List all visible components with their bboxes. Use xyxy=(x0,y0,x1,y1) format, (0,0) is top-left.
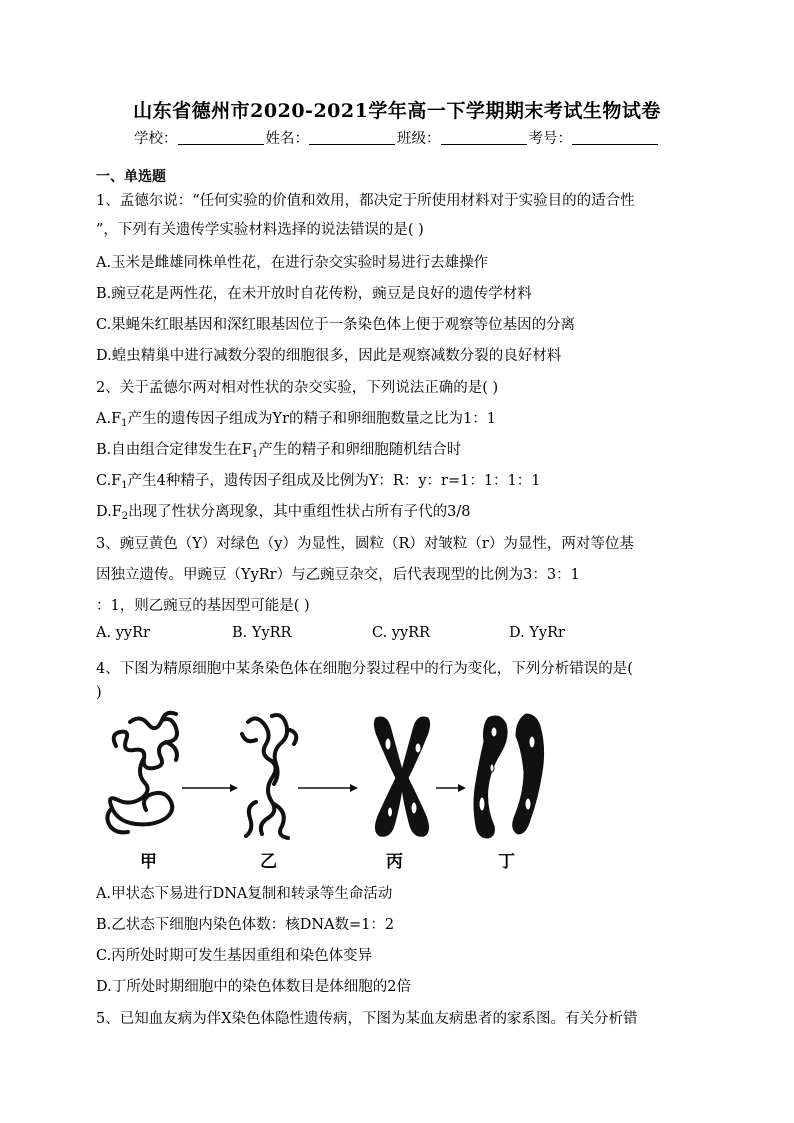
school-label: 学校： xyxy=(134,131,178,147)
q1-stem-line2: ”，下列有关遗传学实验材料选择的说法错误的是( ) xyxy=(96,222,424,238)
chromosome-figure xyxy=(96,708,551,872)
q3-option-c: C. yyRR xyxy=(372,625,431,641)
name-label: 姓名： xyxy=(265,131,309,147)
class-label: 班级： xyxy=(397,131,441,147)
chromosome-ding xyxy=(474,714,544,838)
exam-title: 山东省德州市2020-2021学年高一下学期期末考试生物试卷 xyxy=(133,100,661,122)
q1-option-b: B.豌豆花是两性花，在未开放时自花传粉，豌豆是良好的遗传学材料 xyxy=(96,286,532,302)
section-title: 一、单选题 xyxy=(96,169,166,185)
q1-stem-line1: 1、孟德尔说：“任何实验的价值和效用，都决定于所使用材料对于实验目的的适合性 xyxy=(96,193,635,209)
q3-stem-line1: 3、豌豆黄色（Y）对绿色（y）为显性，圆粒（R）对皱粒（r）为显性，两对等位基 xyxy=(96,536,634,552)
q3-option-a: A. yyRr xyxy=(96,625,150,641)
q4-option-c: C.丙所处时期可发生基因重组和染色体变异 xyxy=(96,948,373,964)
number-label: 考号： xyxy=(528,131,572,147)
q4-option-b: B.乙状态下细胞内染色体数：核DNA数=1：2 xyxy=(96,917,395,933)
q4-option-a: A.甲状态下易进行DNA复制和转录等生命活动 xyxy=(96,886,393,902)
q1-option-d: D.蝗虫精巢中进行减数分裂的细胞很多，因此是观察减数分裂的良好材料 xyxy=(96,348,562,364)
chromatin-jia xyxy=(107,713,177,833)
chromosome-diagram xyxy=(96,708,551,848)
q4-stem-line2: ) xyxy=(96,685,102,701)
q2-stem: 2、关于孟德尔两对相对性状的杂交实验，下列说法正确的是( ) xyxy=(96,380,499,396)
q2-option-b: B.自由组合定律发生在$F_1$产生的精子和卵细胞随机结合时 xyxy=(96,442,462,460)
q3-stem-line3: ：1，则乙豌豆的基因型可能是( ) xyxy=(96,598,310,614)
q3-option-d: D. YyRr xyxy=(509,625,565,641)
q1-option-a: A.玉米是雌雄同株单性花，在进行杂交实验时易进行去雄操作 xyxy=(96,255,489,271)
q5-stem-line1: 5、已知血友病为伴X染色体隐性遗传病，下图为某血友病患者的家系图。有关分析错 xyxy=(96,1011,638,1027)
q2-option-c: $C.F_1$产生4种精子，遗传因子组成及比例为Y：R：y：r=1：1：1：1 xyxy=(96,473,541,491)
q4-stem-line1: 4、下图为精原细胞中某条染色体在细胞分裂过程中的行为变化，下列分析错误的是( xyxy=(96,661,633,677)
q2-option-d: $D.F_2$出现了性状分离现象，其中重组性状占所有子代的3/8 xyxy=(96,504,471,522)
chromosome-bing xyxy=(374,717,429,836)
label-ding: 丁 xyxy=(498,852,515,872)
school-field[interactable] xyxy=(178,130,264,145)
q3-stem-line2: 因独立遗传。甲豌豆（YyRr）与乙豌豆杂交，后代表现型的比例为3：3：1 xyxy=(96,567,580,583)
q2-option-a: $A.F_1$产生的遗传因子组成为Yr的精子和卵细胞数量之比为1：1 xyxy=(96,411,496,429)
student-info-row xyxy=(0,127,794,148)
label-bing: 丙 xyxy=(386,852,403,872)
chromatin-yi xyxy=(242,715,296,838)
q3-option-b: B. YyRR xyxy=(232,625,292,641)
number-field[interactable] xyxy=(572,130,658,145)
q1-option-c: C.果蝇朱红眼基因和深红眼基因位于一条染色体上便于观察等位基因的分离 xyxy=(96,317,576,333)
class-field[interactable] xyxy=(441,130,527,145)
name-field[interactable] xyxy=(309,130,395,145)
label-yi: 乙 xyxy=(260,852,277,872)
q4-option-d: D.丁所处时期细胞中的染色体数目是体细胞的2倍 xyxy=(96,979,411,995)
label-jia: 甲 xyxy=(140,852,157,872)
